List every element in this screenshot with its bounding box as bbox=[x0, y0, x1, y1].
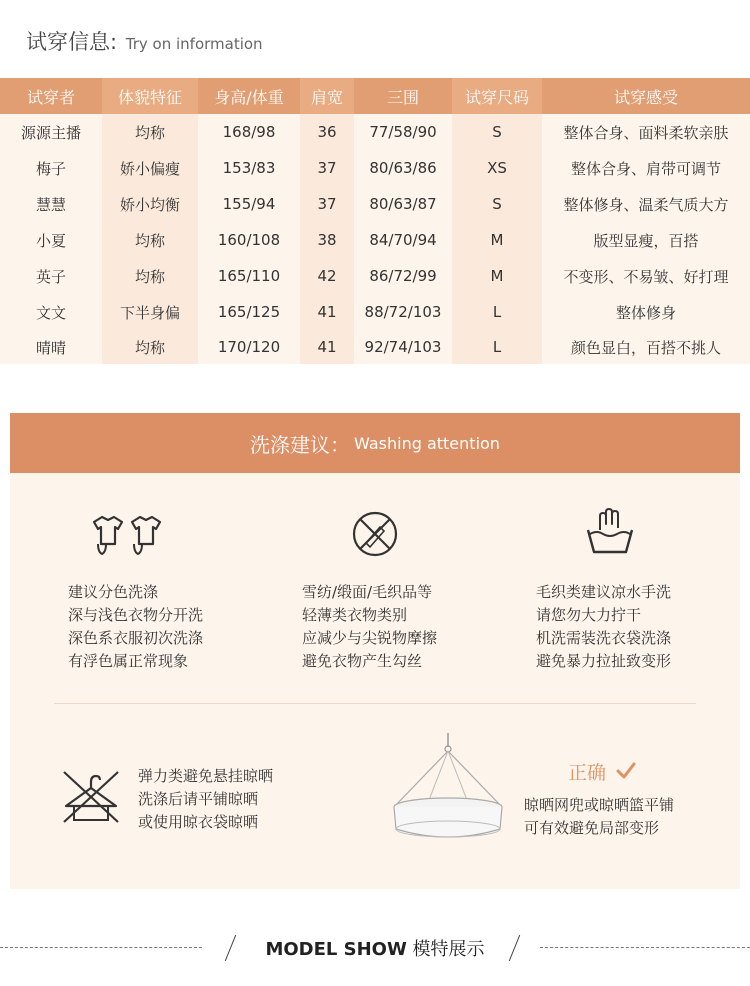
cell-height-weight: 165/110 bbox=[198, 258, 300, 294]
cell-body-type: 娇小均衡 bbox=[102, 186, 198, 222]
tip-line: 弹力类避免悬挂晾晒 bbox=[138, 767, 274, 785]
tip-delicate-fabrics bbox=[302, 581, 437, 673]
tip-line: 毛织类建议凉水手洗 bbox=[536, 583, 672, 601]
hand-wash-icon bbox=[582, 506, 638, 556]
table-row bbox=[0, 330, 750, 364]
correct-label bbox=[568, 758, 636, 785]
section-divider bbox=[54, 703, 696, 704]
tip-line: 深色系衣服初次洗涤 bbox=[68, 629, 204, 647]
tip-hand-wash bbox=[536, 581, 671, 673]
cell-feeling: 整体修身、温柔气质大方 bbox=[542, 186, 750, 222]
separate-colors-icon bbox=[86, 514, 168, 560]
drying-rack-image bbox=[388, 733, 508, 843]
tip-line: 深与浅色衣物分开洗 bbox=[68, 606, 204, 624]
model-show-en: MODEL SHOW bbox=[265, 939, 407, 960]
washing-title-en: Washing attention bbox=[354, 433, 500, 453]
cell-height-weight: 155/94 bbox=[198, 186, 300, 222]
try-on-title-colon: : bbox=[110, 30, 118, 54]
cell-shoulder: 37 bbox=[300, 150, 354, 186]
cell-tester: 小夏 bbox=[0, 222, 102, 258]
try-on-title-en: Try on information bbox=[125, 35, 263, 53]
header-size: 试穿尺码 bbox=[452, 78, 542, 114]
cell-feeling: 整体修身 bbox=[542, 294, 750, 330]
cell-feeling: 版型显瘦，百搭 bbox=[542, 222, 750, 258]
no-hanging-icon bbox=[60, 768, 122, 826]
header-measurements: 三围 bbox=[354, 78, 452, 114]
tip-line: 建议分色洗涤 bbox=[68, 583, 159, 601]
cell-tester: 英子 bbox=[0, 258, 102, 294]
correct-text: 正确 bbox=[568, 762, 607, 784]
tip-line: 或使用晾衣袋晾晒 bbox=[138, 813, 259, 831]
cell-tester: 源源主播 bbox=[0, 114, 102, 150]
tip-flat-dry bbox=[524, 794, 674, 840]
no-scrub-icon bbox=[350, 509, 400, 559]
cell-body-type: 均称 bbox=[102, 330, 198, 364]
cell-measurements: 86/72/99 bbox=[354, 258, 452, 294]
table-row bbox=[0, 258, 750, 294]
check-icon bbox=[616, 762, 636, 780]
cell-measurements: 80/63/86 bbox=[354, 150, 452, 186]
cell-feeling: 整体合身、肩带可调节 bbox=[542, 150, 750, 186]
cell-measurements: 92/74/103 bbox=[354, 330, 452, 364]
cell-tester: 慧慧 bbox=[0, 186, 102, 222]
cell-size: S bbox=[452, 114, 542, 150]
model-show-cn: 模特展示 bbox=[412, 939, 485, 960]
cell-height-weight: 160/108 bbox=[198, 222, 300, 258]
header-height-weight: 身高/体重 bbox=[198, 78, 300, 114]
cell-measurements: 80/63/87 bbox=[354, 186, 452, 222]
try-on-table bbox=[0, 78, 750, 364]
try-on-title-cn: 试穿信息 bbox=[26, 30, 110, 54]
tip-line: 轻薄类衣物类别 bbox=[302, 606, 408, 624]
header-tester: 试穿者 bbox=[0, 78, 102, 114]
tip-line: 有浮色属正常现象 bbox=[68, 652, 189, 670]
cell-size: XS bbox=[452, 150, 542, 186]
cell-body-type: 均称 bbox=[102, 114, 198, 150]
cell-shoulder: 41 bbox=[300, 294, 354, 330]
header-feeling: 试穿感受 bbox=[542, 78, 750, 114]
cell-tester: 文文 bbox=[0, 294, 102, 330]
tip-no-hanging bbox=[138, 765, 273, 834]
cell-shoulder: 41 bbox=[300, 330, 354, 364]
try-on-title bbox=[26, 26, 263, 56]
washing-title-cn: 洗涤建议： bbox=[250, 432, 351, 457]
cell-size: L bbox=[452, 330, 542, 364]
washing-header bbox=[10, 413, 740, 473]
tip-line: 可有效避免局部变形 bbox=[524, 819, 660, 837]
cell-height-weight: 153/83 bbox=[198, 150, 300, 186]
cell-shoulder: 42 bbox=[300, 258, 354, 294]
table-row bbox=[0, 186, 750, 222]
tip-line: 雪纺/缎面/毛织品等 bbox=[302, 583, 433, 601]
table-row bbox=[0, 114, 750, 150]
cell-measurements: 88/72/103 bbox=[354, 294, 452, 330]
cell-body-type: 下半身偏 bbox=[102, 294, 198, 330]
table-row bbox=[0, 150, 750, 186]
tip-line: 晾晒网兜或晾晒篮平铺 bbox=[524, 796, 675, 814]
cell-shoulder: 36 bbox=[300, 114, 354, 150]
header-body-type: 体貌特征 bbox=[102, 78, 198, 114]
model-show-banner bbox=[0, 930, 750, 966]
cell-size: M bbox=[452, 222, 542, 258]
cell-tester: 梅子 bbox=[0, 150, 102, 186]
cell-feeling: 颜色显白，百搭不挑人 bbox=[542, 330, 750, 364]
cell-size: L bbox=[452, 294, 542, 330]
cell-shoulder: 37 bbox=[300, 186, 354, 222]
right-dashed-line bbox=[540, 947, 750, 948]
tip-line: 应减少与尖锐物摩擦 bbox=[302, 629, 438, 647]
table-row bbox=[0, 222, 750, 258]
cell-height-weight: 168/98 bbox=[198, 114, 300, 150]
tip-line: 洗涤后请平铺晾晒 bbox=[138, 790, 259, 808]
cell-shoulder: 38 bbox=[300, 222, 354, 258]
cell-measurements: 77/58/90 bbox=[354, 114, 452, 150]
washing-panel bbox=[10, 413, 740, 889]
cell-feeling: 整体合身、面料柔软亲肤 bbox=[542, 114, 750, 150]
cell-size: S bbox=[452, 186, 542, 222]
table-header-row bbox=[0, 78, 750, 114]
tip-line: 请您勿大力拧干 bbox=[536, 606, 642, 624]
cell-body-type: 均称 bbox=[102, 258, 198, 294]
tip-line: 避免衣物产生勾丝 bbox=[302, 652, 423, 670]
cell-height-weight: 165/125 bbox=[198, 294, 300, 330]
cell-body-type: 娇小偏瘦 bbox=[102, 150, 198, 186]
tip-line: 机洗需装洗衣袋洗涤 bbox=[536, 629, 672, 647]
cell-size: M bbox=[452, 258, 542, 294]
model-show-title bbox=[0, 935, 750, 961]
header-shoulder: 肩宽 bbox=[300, 78, 354, 114]
cell-height-weight: 170/120 bbox=[198, 330, 300, 364]
table-row bbox=[0, 294, 750, 330]
tip-line: 避免暴力拉扯致变形 bbox=[536, 652, 672, 670]
cell-feeling: 不变形、不易皱、好打理 bbox=[542, 258, 750, 294]
cell-measurements: 84/70/94 bbox=[354, 222, 452, 258]
tip-separate-colors bbox=[68, 581, 203, 673]
cell-tester: 晴晴 bbox=[0, 330, 102, 364]
cell-body-type: 均称 bbox=[102, 222, 198, 258]
